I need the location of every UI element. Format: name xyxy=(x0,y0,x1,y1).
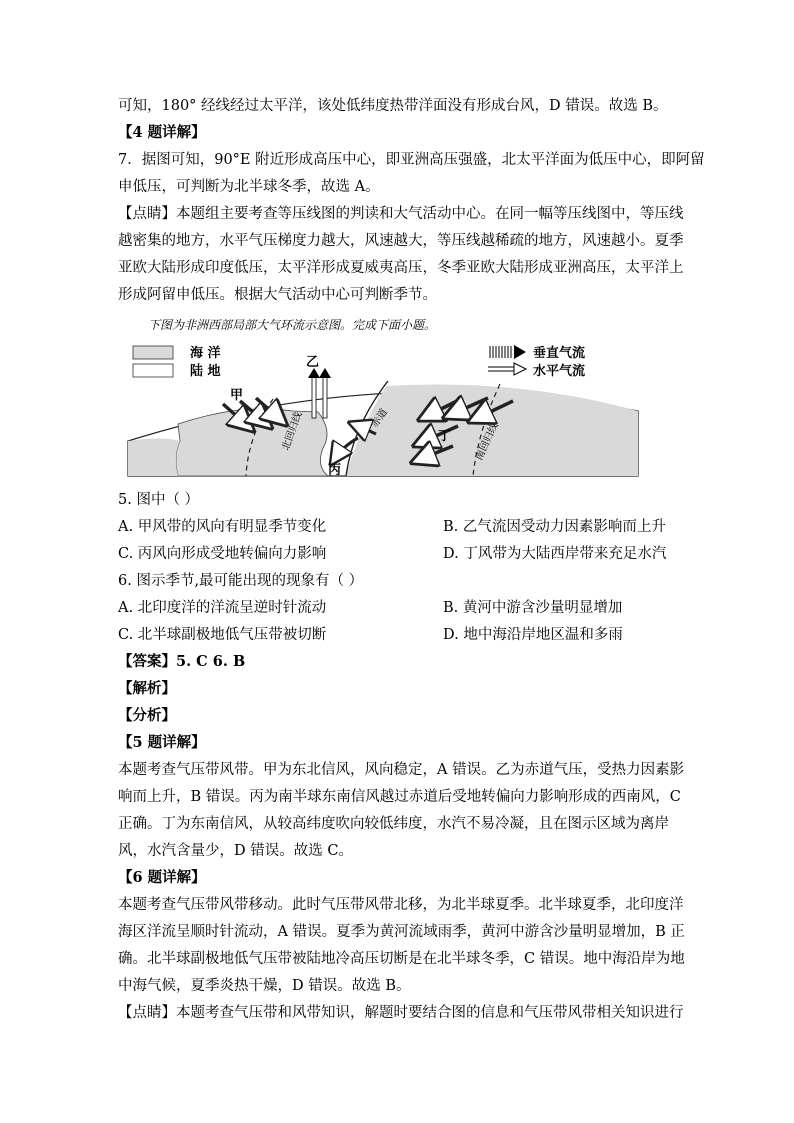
text-line: 形成阿留申低压。根据大气活动中心可判断季节。 xyxy=(118,287,437,303)
ding-label: 丁 xyxy=(438,429,452,444)
south-tropic-label: 南回归线 xyxy=(473,421,501,463)
text-line: 申低压，可判断为北半球冬季，故选 A。 xyxy=(118,179,380,195)
detail-6-line: 本题考查气压带风带移动。此时气压带风带北移，为北半球夏季。北半球夏季，北印度洋 xyxy=(118,897,684,913)
question-5-stem: 5. 图中（ ） xyxy=(118,492,200,508)
detail-5-line: 本题考查气压带风带。甲为东北信风，风向稳定，A 错误。乙为赤道气压，受热力因素影 xyxy=(118,762,685,778)
question-6-option-a: A. 北印度洋的洋流呈逆时针流动 xyxy=(118,600,327,616)
text-line: 越密集的地方，水平气压梯度力越大，风速越大，等压线越稀疏的地方，风速越小。夏季 xyxy=(118,233,684,249)
text-line: 亚欧大陆形成印度低压，太平洋形成夏威夷高压，冬季亚欧大陆形成亚洲高压，太平洋上 xyxy=(118,260,684,276)
analysis-subheading: 【分析】 xyxy=(118,707,176,724)
figure-caption: 下图为非洲西部局部大气环流示意图。完成下面小题。 xyxy=(148,318,437,332)
question-5-option-a: A. 甲风带的风向有明显季节变化 xyxy=(118,519,327,535)
answer-line: 【答案】5. C 6. B xyxy=(118,653,246,670)
question-5-option-d: D. 丁风带为大陆西岸带来充足水汽 xyxy=(443,546,667,562)
equator-label: 赤道 xyxy=(369,407,390,430)
horizontal-flow-label: 水平气流 xyxy=(533,364,586,379)
ocean-west xyxy=(128,439,180,477)
yi-label: 乙 xyxy=(306,355,320,370)
horizontal-flow-legend-icon xyxy=(488,363,526,375)
detail-6-heading: 【6 题详解】 xyxy=(118,869,206,886)
text-line: 7．据图可知，90°E 附近形成高压中心，即亚洲高压强盛，北太平洋面为低压中心，即阿留 xyxy=(118,152,705,168)
bing-label: 丙 xyxy=(328,463,342,478)
circulation-diagram xyxy=(118,336,648,488)
detail-6-line: 确。北半球副极地低气压带被陆地冷高压切断是在北半球冬季，C 错误。地中海沿岸为地 xyxy=(118,951,685,967)
question-6-option-d: D. 地中海沿岸地区温和多雨 xyxy=(443,627,623,643)
detail-5-line: 正确。丁为东南信风，从较高纬度吹向较低纬度，水汽不易冷凝，且在图示区域为离岸 xyxy=(118,816,669,832)
ocean-legend-swatch xyxy=(133,346,173,359)
text-line: 可知，180° 经线经过太平洋，该处低纬度热带洋面没有形成台风，D 错误。故选 B。 xyxy=(118,98,668,114)
jia-label: 甲 xyxy=(230,388,244,403)
question-6-stem: 6. 图示季节,最可能出现的现象有（ ） xyxy=(118,573,364,589)
north-tropic-label: 北回归线 xyxy=(280,410,305,453)
detail-6-line: 中海气候，夏季炎热干燥，D 错误。故选 B。 xyxy=(118,978,411,994)
detail-6-line: 海区洋流呈顺时针流动，A 错误。夏季为黄河流域雨季，黄河中游含沙量明显增加，B 正 xyxy=(118,924,685,940)
question-5-option-c: C. 丙风向形成受地转偏向力影响 xyxy=(118,546,327,562)
question-6-option-b: B. 黄河中游含沙量明显增加 xyxy=(443,600,623,616)
detail-5-line: 风，水汽含量少，D 错误。故选 C。 xyxy=(118,843,353,859)
question-5-option-b: B. 乙气流因受动力因素影响而上升 xyxy=(443,519,666,535)
question-6-option-c: C. 北半球副极地低气压带被切断 xyxy=(118,627,327,643)
land-legend-label: 陆 地 xyxy=(190,364,221,379)
analysis-heading: 【解析】 xyxy=(118,680,176,697)
detail-5-heading: 【5 题详解】 xyxy=(118,734,206,751)
key-point-line: 【点睛】本题考查气压带和风带知识，解题时要结合图的信息和气压带风带相关知识进行 xyxy=(118,1005,684,1021)
section-heading: 【4 题详解】 xyxy=(118,124,206,141)
vertical-flow-label: 垂直气流 xyxy=(533,346,586,361)
vertical-flow-legend-icon xyxy=(490,345,526,359)
text-line: 【点睛】本题组主要考查等压线图的判读和大气活动中心。在同一幅等压线图中，等压线 xyxy=(118,206,684,222)
detail-5-line: 响而上升，B 错误。丙为南半球东南信风越过赤道后受地转偏向力影响形成的西南风，C xyxy=(118,789,681,805)
ocean-legend-label: 海 洋 xyxy=(190,346,221,361)
land-legend-swatch xyxy=(133,364,173,377)
